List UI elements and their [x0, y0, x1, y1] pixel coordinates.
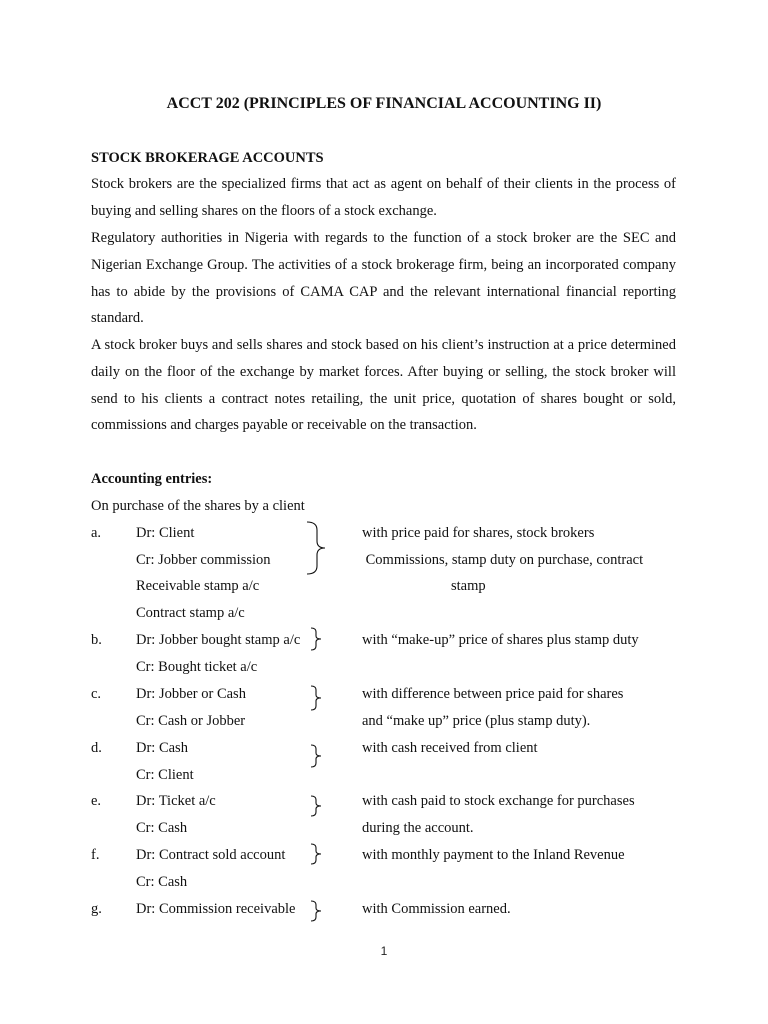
entry-account-line: Dr: Jobber bought stamp a/c	[136, 632, 301, 648]
entry-account-line: Cr: Cash or Jobber	[136, 713, 246, 729]
entry-description-line: with Commission earned.	[362, 901, 511, 917]
entry-letter: g.	[91, 901, 102, 917]
entry-account-line: Cr: Cash	[136, 820, 188, 836]
entry-account-line: Cr: Client	[136, 767, 194, 783]
entry-letter: b.	[91, 632, 102, 648]
curly-brace-icon	[308, 626, 324, 652]
entry-letter: a.	[91, 525, 102, 541]
entry-account-line: Cr: Bought ticket a/c	[136, 659, 258, 675]
entry-description-line: Commissions, stamp duty on purchase, contract	[362, 552, 644, 568]
curly-brace-icon	[304, 520, 328, 576]
entry-description-line: and “make up” price (plus stamp duty).	[362, 713, 591, 729]
curly-brace-icon	[308, 842, 324, 866]
entry-description-line: during the account.	[362, 820, 474, 836]
entry-letter: c.	[91, 686, 102, 702]
entries-intro: On purchase of the shares by a client	[91, 498, 305, 514]
entry-account-line: Contract stamp a/c	[136, 605, 245, 621]
curly-brace-icon	[308, 899, 324, 923]
entry-letter: f.	[91, 847, 100, 863]
entry-letter: d.	[91, 740, 102, 756]
entry-description-line: with cash received from client	[362, 740, 538, 756]
document-title: ACCT 202 (PRINCIPLES OF FINANCIAL ACCOUNTING II)	[166, 95, 602, 112]
page-number: 1	[380, 944, 388, 958]
entry-account-line: Dr: Commission receivable	[136, 901, 296, 917]
entry-account-line: Dr: Cash	[136, 740, 188, 756]
curly-brace-icon	[308, 684, 324, 712]
entry-account-line: Cr: Jobber commission	[136, 552, 271, 568]
entry-description-line: with cash paid to stock exchange for purchases	[362, 793, 635, 809]
paragraph-1: Stock brokers are the specialized firms that act as agent on behalf of their clients in the process of buying and selling shares on the floors of a stock exchange.	[91, 176, 676, 219]
entry-account-line: Dr: Ticket a/c	[136, 793, 216, 809]
entry-account-line: Dr: Client	[136, 525, 195, 541]
entry-description-line: stamp	[451, 578, 486, 594]
entry-letter: e.	[91, 793, 102, 809]
entry-account-line: Cr: Cash	[136, 874, 188, 890]
curly-brace-icon	[308, 794, 324, 818]
entry-account-line: Receivable stamp a/c	[136, 578, 260, 594]
paragraph-2: Regulatory authorities in Nigeria with regards to the function of a stock broker are the SEC and Nigerian Exchange Group. The activities of a stock brokerage firm, being an incorporated company has to abide by the provisions of CAMA CAP and the relevant international financial reporting standard.	[91, 230, 676, 327]
curly-brace-icon	[308, 743, 324, 769]
entry-description-line: with difference between price paid for shares	[362, 686, 624, 702]
entry-account-line: Dr: Contract sold account	[136, 847, 286, 863]
entry-description-line: with “make-up” price of shares plus stamp duty	[362, 632, 639, 648]
entry-description-line: with monthly payment to the Inland Revenue	[362, 847, 625, 863]
entry-account-line: Dr: Jobber or Cash	[136, 686, 246, 702]
section-heading: STOCK BROKERAGE ACCOUNTS	[91, 150, 324, 166]
entry-description-line: with price paid for shares, stock brokers	[362, 525, 595, 541]
paragraph-3: A stock broker buys and sells shares and stock based on his client’s instruction at a price determined daily on the floor of the exchange by market forces. After buying or selling, the stock broker will send to his clients a contract notes retailing, the unit price, quotation of shares bought or sold, commissions and charges payable or receivable on the transaction.	[91, 337, 676, 434]
entries-heading: Accounting entries:	[91, 471, 213, 487]
